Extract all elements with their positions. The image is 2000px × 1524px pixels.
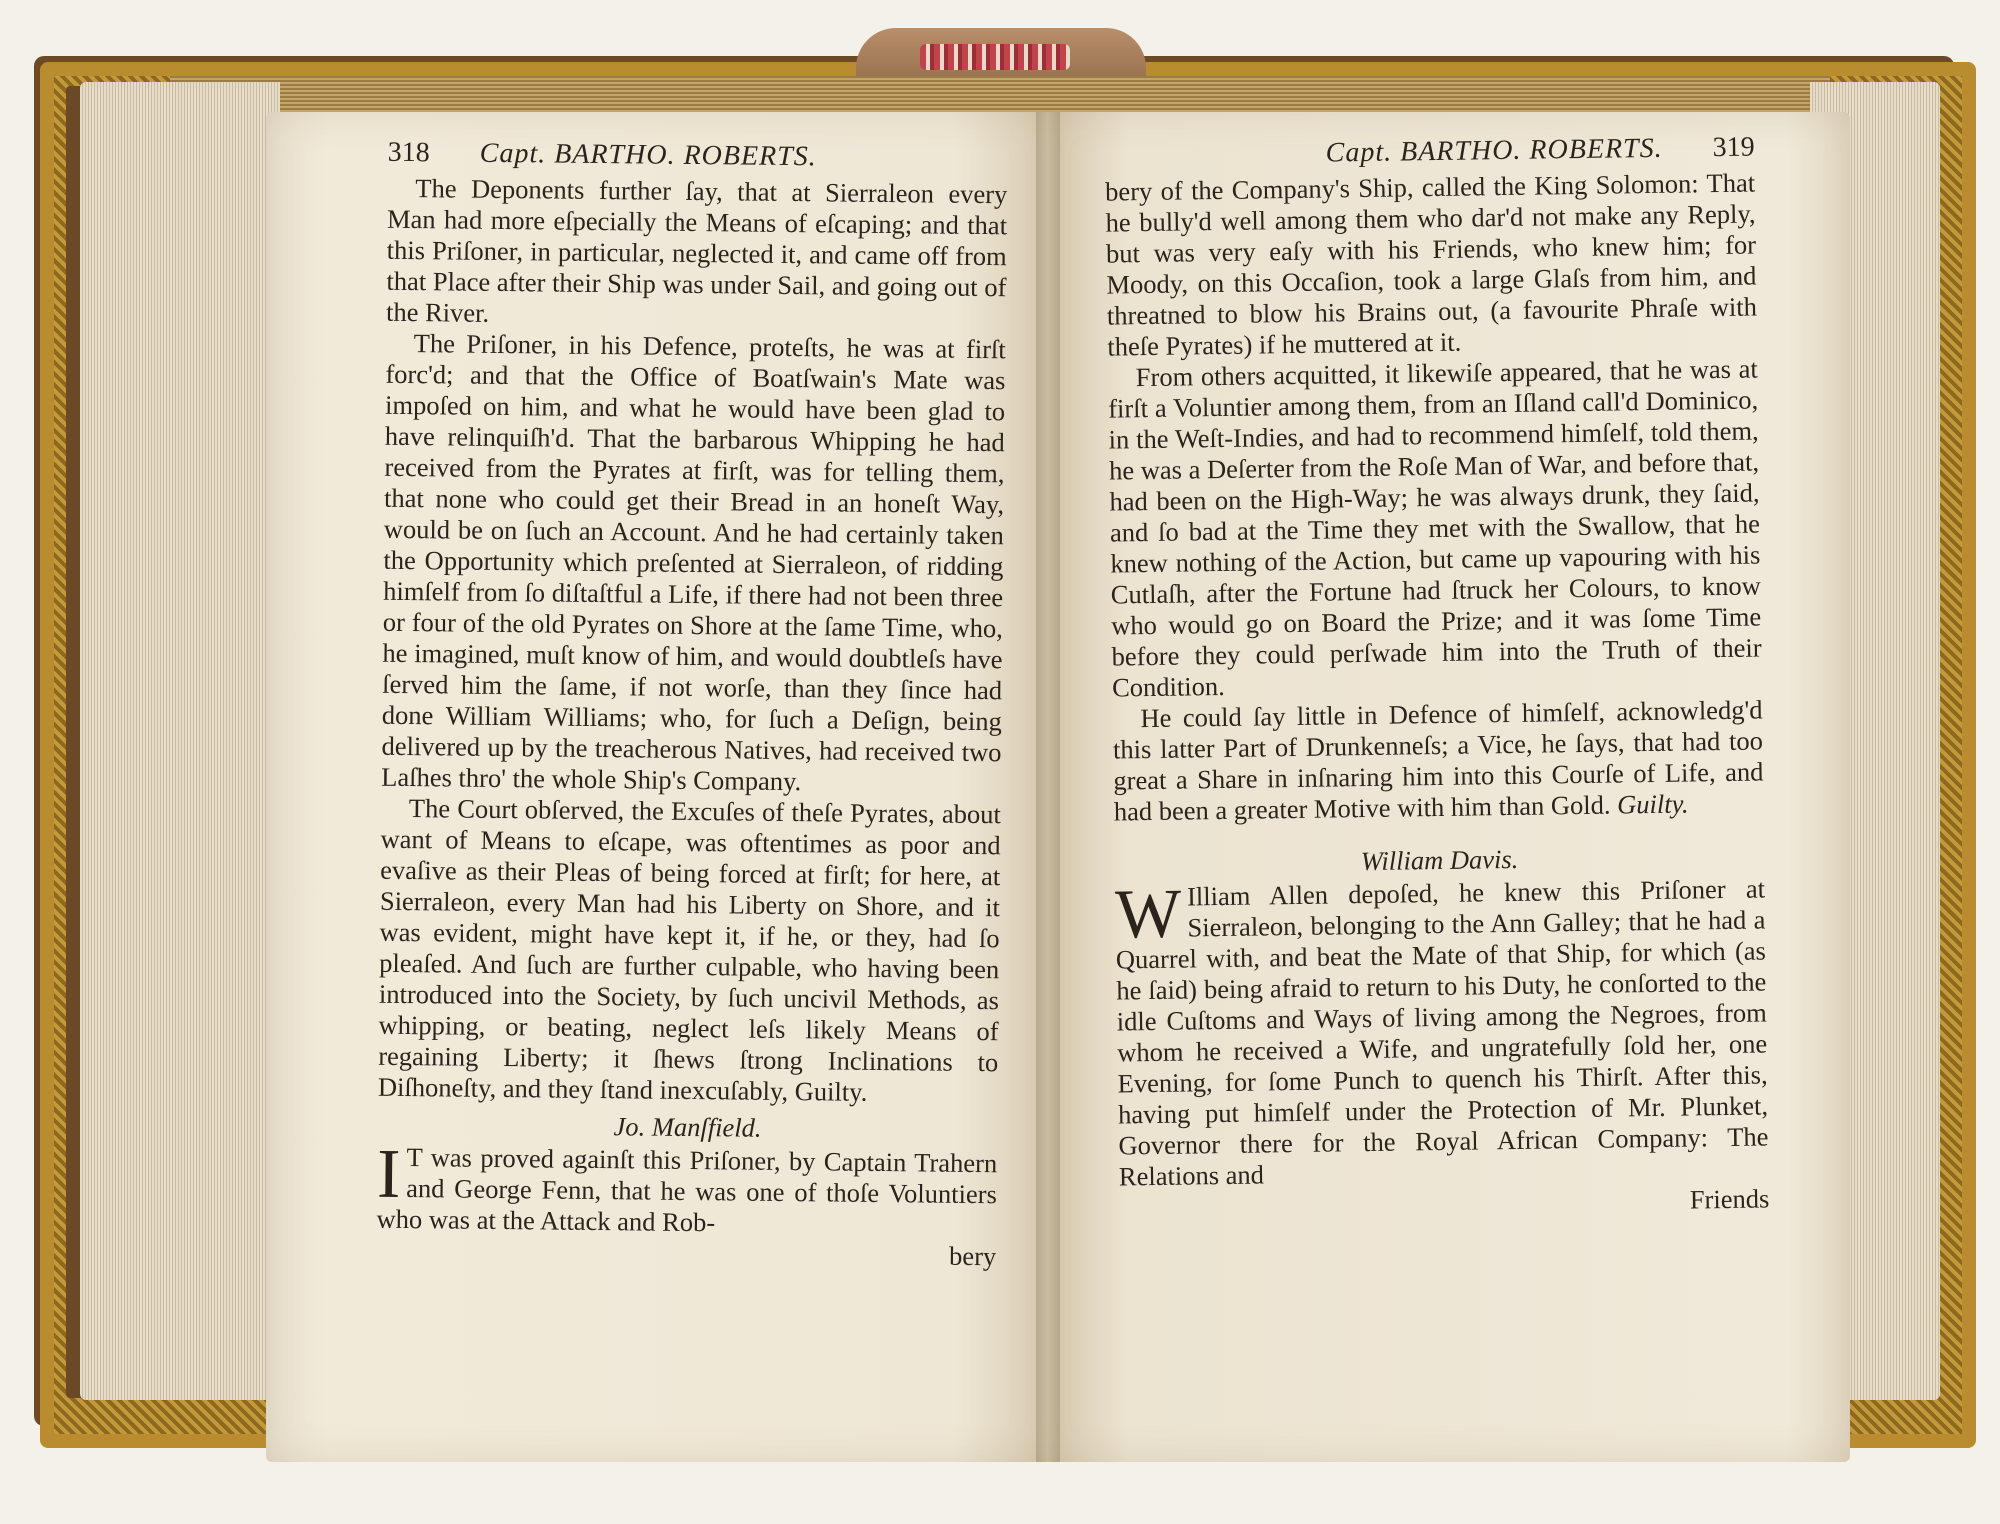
paragraph: The Deponents further ſay, that at Sierraleon every Man had more eſpecially the Means of eſcaping; and that this Priſoner, in particular, neglected it, and came off from that Place after their Ship was under Sail, and going out of the River. (385, 173, 1008, 328)
left-text-block (376, 137, 1008, 1272)
paragraph: The Court obſerved, the Excuſes of theſe Pyrates, about want of Means to eſcape, was oftentimes as poor and evaſive as their Pleas of being forced at firſt; for here, at Sierraleon, every Man had his Liberty on Shore, and it was evident, might have kept it, if he, or they, had ſo pleaſed. And ſuch are further culpable, who having been introduced into the Society, by ſuch uncivil Methods, as whipping, or beating, neglect leſs likely Means of regaining Liberty; it ſhews ſtrong Inclinations to Diſhoneſty, and they ſtand inexcuſably, Guilty. (377, 793, 1002, 1107)
left-running-head (388, 137, 1008, 179)
catchword: bery (948, 1240, 997, 1272)
catchword: Friends (1689, 1183, 1770, 1215)
paragraph: The Priſoner, in his Defence, proteſts, he was at firſt forc'd; and that the Office of Boatſwain's Mate was impoſed on him, and what he would have been glad to have relinquiſh'd. That the barbarous Whipping he had received from the Pyrates at firſt, was for telling them, that none who could get their Bread in an honeſt Way, would be on ſuch an Account. And he had certainly taken the Opportunity which preſented at Sierraleon, of ridding himſelf from ſo diſtaſtful a Life, if there had not been three or four of the old Pyrates on Shore at the ſame Time, who, he imagined, muſt know of him, and would doubtleſs have ſerved him the ſame, if not worſe, than they ſince had done William Williams; who, for ſuch a Deſign, being delivered up by the treacherous Natives, had received two Laſhes thro' the whole Ship's Company. (381, 328, 1006, 797)
page-number: 319 (1712, 131, 1755, 164)
section-heading: William Davis. (1360, 843, 1519, 877)
paragraph-text: He could ſay little in Defence of himſelf, acknowledg'd this latter Part of Drunkenneſs; a Vice, he ſays, that had too great a Share in inſnaring him into this Courſe of Life, and had been a greater Motive with him than Gold. (1112, 694, 1764, 827)
section-heading: Jo. Manſfield. (613, 1111, 762, 1143)
paragraph: From others acquitted, it likewiſe appeared, that he was at firſt a Voluntier among them, from an Iſland call'd Dominico, in the Weſt-Indies, and had to recommend himſelf, told them, he was a Deſerter from the Roſe Man of War, and before that, had been on the High-Way; he was always drunk, they ſaid, and ſo bad at the Time they met with the Swallow, that he knew nothing of the Action, but came up vapouring with his Cutlaſh, after the Fortune had ſtruck her Colours, to know who would go on Board the Prize; and it was ſome Time before they could perſwade him into the Truth of their Condition. (1108, 353, 1762, 703)
drop-cap: I (376, 1135, 401, 1213)
dropcap-paragraph-text: T was proved againſt this Priſoner, by Captain Trahern and George Fenn, that he was one of thoſe Voluntiers who was at the Attack and Rob- (376, 1142, 998, 1238)
page-edges-left (80, 82, 280, 1400)
dropcap-paragraph (1115, 873, 1769, 1192)
running-title: Capt. BARTHO. ROBERTS. (479, 137, 817, 173)
gutter-shadow (1036, 112, 1060, 1462)
left-page (266, 112, 1048, 1462)
headband (920, 44, 1070, 70)
dropcap-paragraph (376, 1135, 998, 1241)
drop-cap: W (1114, 875, 1182, 954)
right-text-block (1104, 132, 1769, 1224)
right-page (1048, 112, 1850, 1462)
page-edges-top (170, 76, 1830, 116)
running-title: Capt. BARTHO. ROBERTS. (1325, 132, 1663, 169)
page-number: 318 (387, 136, 430, 169)
paragraph: bery of the Company's Ship, called the King Solomon: That he bully'd well among them who dar'd not make any Reply, but was very eaſy with his Friends, who knew him; for Moody, on this Occaſion, took a large Glaſs from him, and threatned to blow his Brains out, (a favourite Phraſe with theſe Pyrates) if he muttered at it. (1104, 167, 1758, 362)
dropcap-paragraph-text: Illiam Allen depoſed, he knew this Priſoner at Sierraleon, belonging to the Ann Galley; that he had a Quarrel with, and beat the Mate of that Ship, for which (as he ſaid) being afraid to return to his Duty, he conſorted to the idle Cuſtoms and Ways of living among the Negroes, from whom he received a Wife, and ungratefully ſold her, one Evening, for ſome Punch to quench his Thirſt. After this, having put himſelf under the Protection of Mr. Plunket, Governor there for the Royal African Company: The Relations and (1115, 873, 1769, 1192)
verdict: Guilty. (1616, 788, 1689, 820)
paragraph (1112, 694, 1764, 827)
